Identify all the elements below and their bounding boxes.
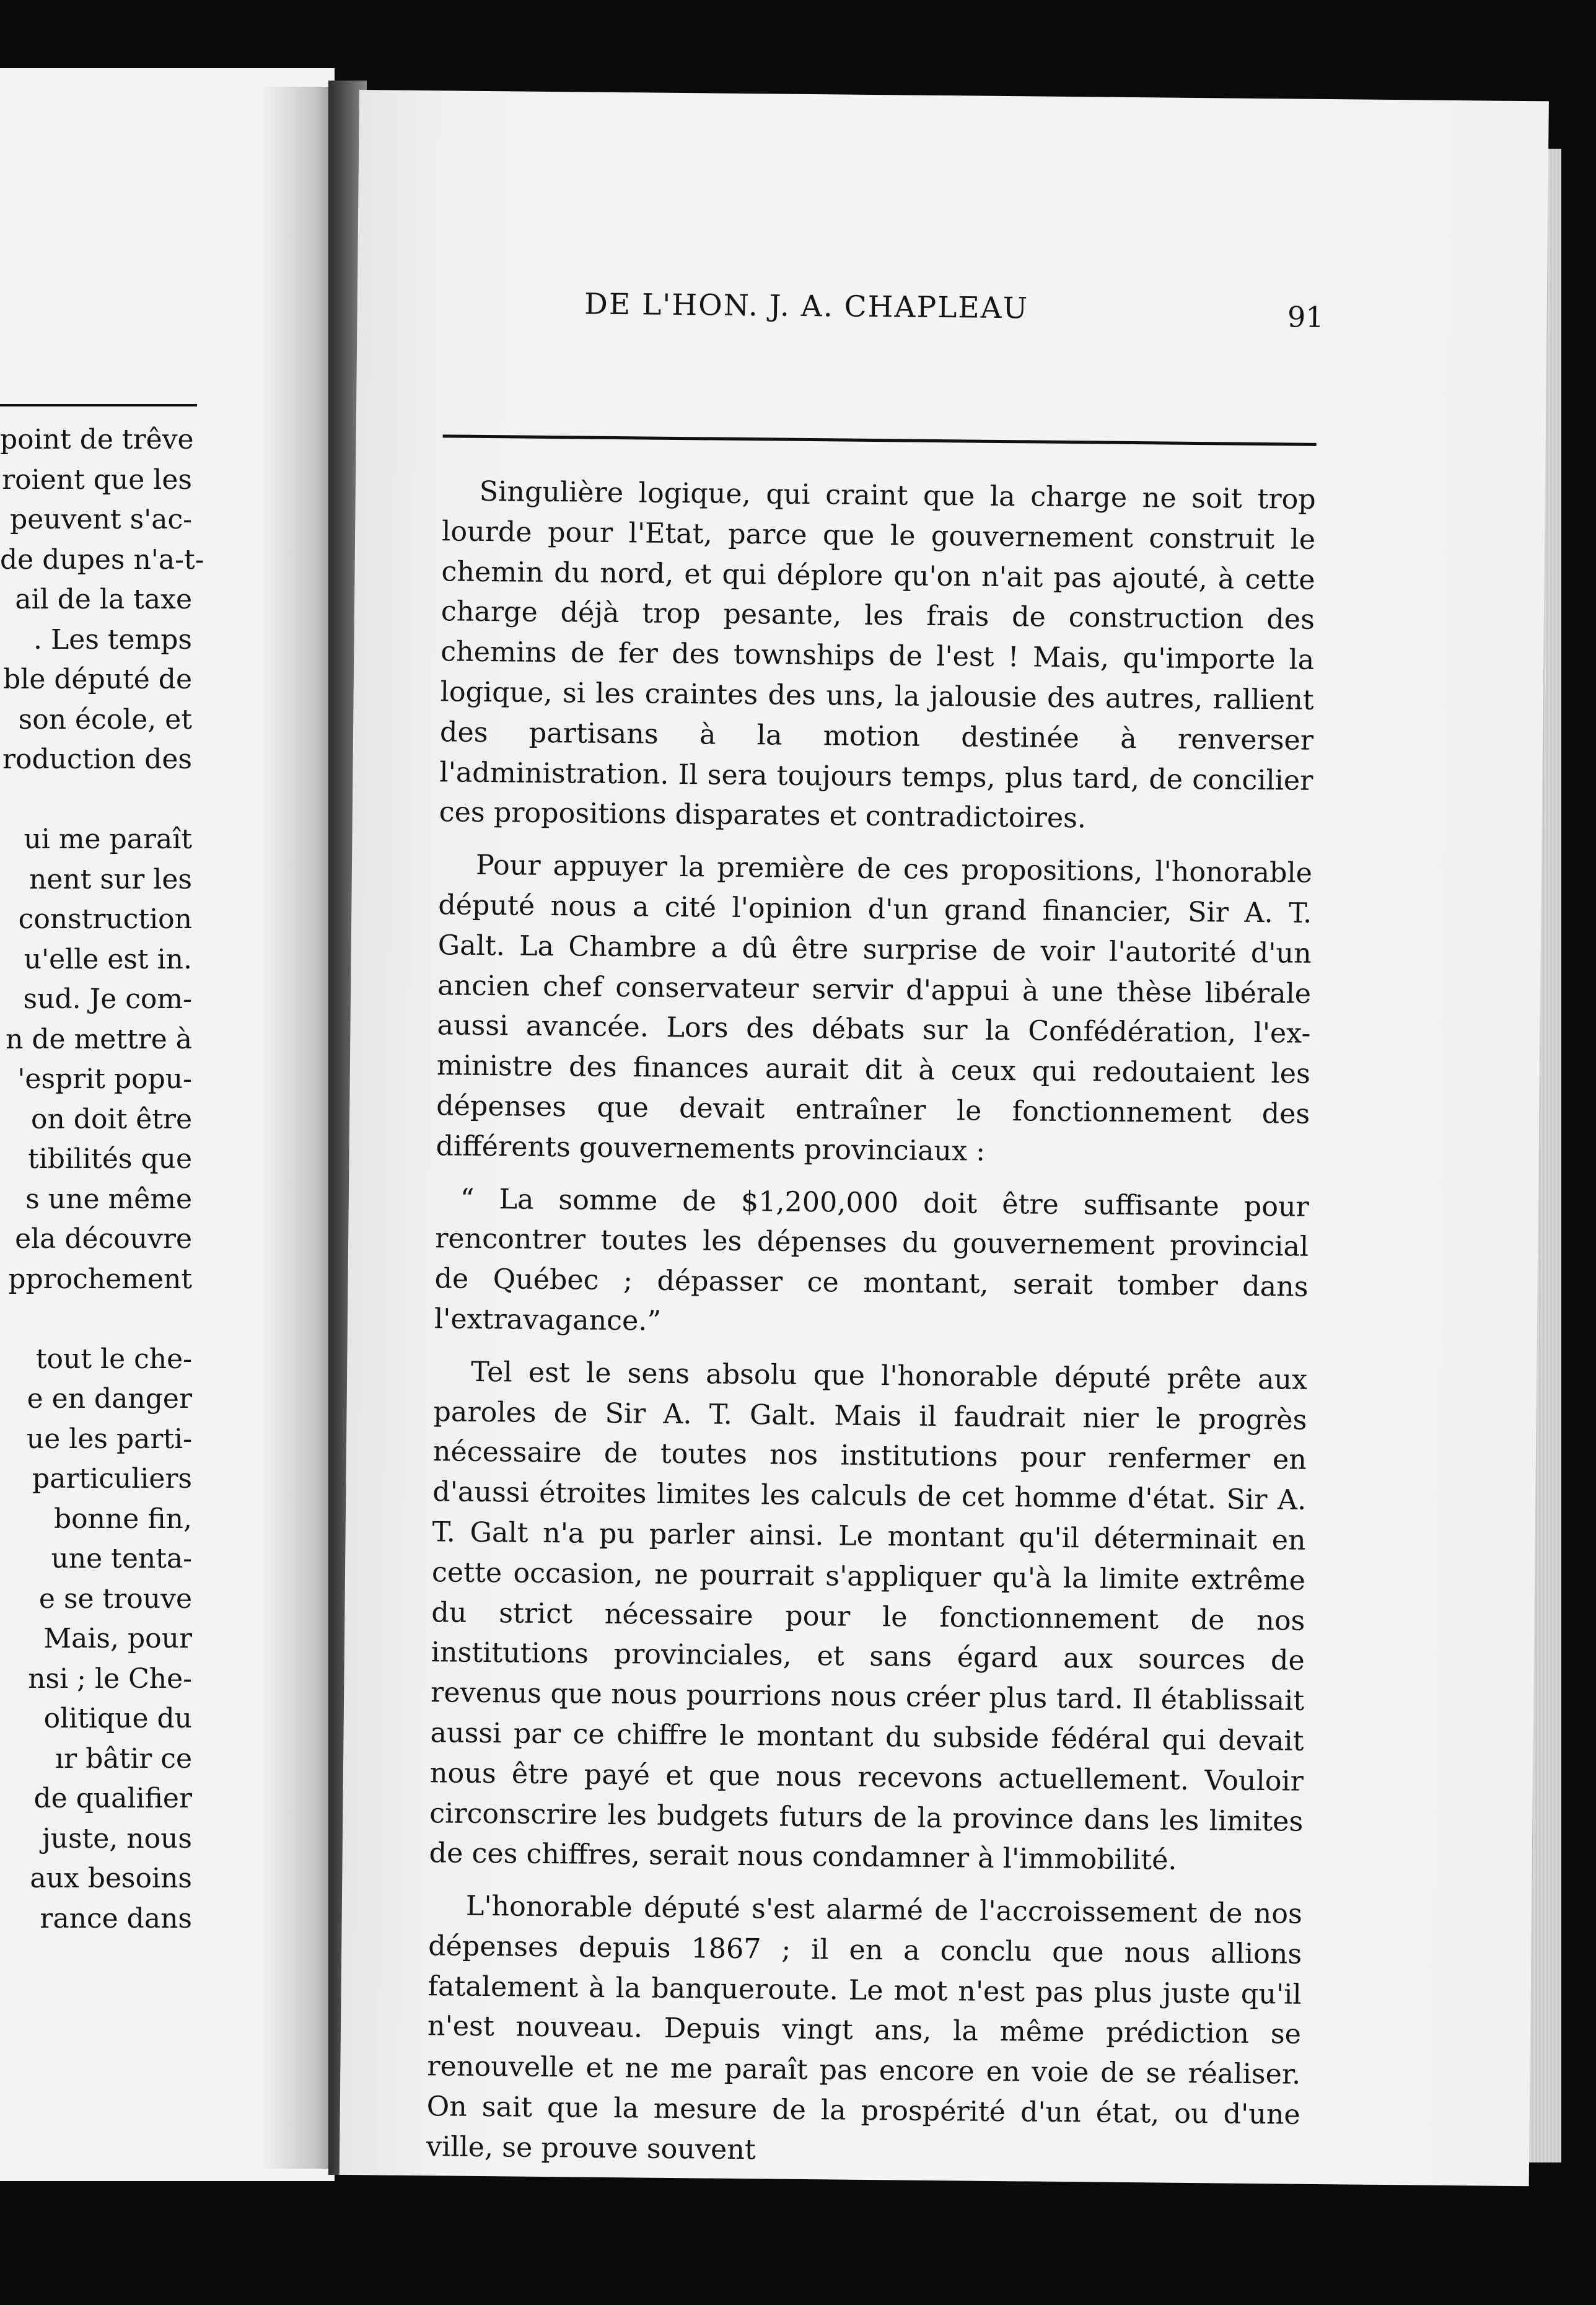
left-line: point de trêve <box>0 424 194 455</box>
left-line: s une même <box>25 1183 192 1215</box>
left-line: on doit être <box>30 1103 192 1135</box>
left-line: ble député de <box>3 664 192 695</box>
left-line: juste, nous <box>42 1822 192 1855</box>
left-page-rule <box>0 404 197 406</box>
left-line: roduction des <box>2 744 192 775</box>
left-line: construction <box>18 903 192 935</box>
left-line: rance dans <box>40 1902 192 1934</box>
paragraph: Tel est le sens absolu que l'honorable député prête aux paroles de Sir A. T. Galt. Mais il faudrait nier le progrès nécessaire de toutes nos institutions pour renfermer en d'aussi étroites limites les calculs de cet homme d'état. Sir A. T. Galt n'a pu parler ainsi. Le montant qu'il déterminait en cette occasion, ne pourrait s'appliquer qu'à la limite extrême du strict nécessaire pour le fonctionnement de nos institutions provinciales, et sans égard aux sources de revenus que nous pourrions nous créer plus tard. Il établissait aussi par ce chiffre le montant du subside fédéral qui devait nous être payé et que nous recevons actuellement. Vouloir circonscrire les budgets futurs de la province dans les limites de ces chiffres, serait nous condamner à l'immobilité. <box>429 1356 1308 1877</box>
left-line: e se trouve <box>38 1583 192 1615</box>
left-line: ela découvre <box>15 1223 192 1255</box>
left-line: sud. Je com- <box>23 983 192 1015</box>
left-line: u'elle est in. <box>24 943 192 975</box>
left-line: n de mettre à <box>6 1023 192 1055</box>
left-line: ail de la taxe <box>15 584 192 615</box>
left-line: . Les temps <box>33 623 192 656</box>
left-line: bonne fin, <box>53 1503 192 1535</box>
left-line: roient que les <box>2 463 192 496</box>
body-text <box>426 472 1316 2175</box>
left-line-blank <box>0 780 192 820</box>
left-line: son école, et <box>18 703 192 735</box>
left-line: peuvent s'ac- <box>10 504 192 535</box>
left-line: tout le che- <box>35 1343 192 1375</box>
left-line: aux besoins <box>30 1863 192 1894</box>
quotation: “ La somme de $1,200,000 doit être suffisante pour rencontrer toutes les dépenses du gouvernement provincial de Québec ; dépasser ce montant, serait tomber dans l'extravagance.” <box>434 1183 1310 1337</box>
left-line: ue les parti- <box>26 1423 192 1455</box>
header-rule <box>443 434 1317 446</box>
left-line: ır bâtir ce <box>55 1742 192 1775</box>
paragraph: Pour appuyer la première de ces propositions, l'honorable député nous a cité l'opinion d'un grand financier, Sir A. T. Galt. La Chambre a dû être surprise de voir l'autorité d'un ancien chef conservateur servir d'appui à une thèse libérale aussi avancée. Lors des débats sur la Confédération, l'ex-ministre des finances aurait dit à ceux qui redoutaient les dépenses que devait entraîner le fonctionnement des différents gouvernements provinciaux : <box>436 850 1313 1167</box>
page-number: 91 <box>1287 300 1324 334</box>
paragraph: L'honorable député s'est alarmé de l'accroissement de nos dépenses depuis 1867 ; il en a conclu que nous allions fatalement à la banqueroute. Le mot n'est pas plus juste qu'il n'est nouveau. Depuis vingt ans, la même prédiction se renouvelle et ne me paraît pas encore en voie de se réaliser. On sait que la mesure de la prospérité d'un état, ou d'une ville, se prouve souvent <box>426 1890 1303 2166</box>
left-line: particuliers <box>32 1463 192 1495</box>
paragraph: Singulière logique, qui craint que la charge ne soit trop lourde pour l'Etat, parce que le gouvernement construit le chemin du nord, et qui déplore qu'on n'ait pas ajouté, à cette charge déjà trop pesante, les frais de construction des chemins de fer des townships de l'est ! Mais, qu'importe la logique, si les craintes des uns, la jalousie des autres, rallient des partisans à la motion destinée à renverser l'administration. Il sera toujours temps, plus tard, de concilier ces propositions disparates et contradictoires. <box>439 475 1316 835</box>
left-line: e en danger <box>27 1383 192 1415</box>
left-line: tibilités que <box>28 1143 192 1175</box>
left-line: pprochement <box>8 1263 192 1295</box>
left-line: de qualifier <box>33 1783 192 1814</box>
left-line: Mais, pour <box>43 1623 192 1654</box>
left-line: de dupes n'a-t- <box>0 543 204 576</box>
page-content <box>426 286 1324 2166</box>
running-head <box>444 286 1324 344</box>
running-head-title: DE L'HON. J. A. CHAPLEAU <box>584 287 1029 326</box>
left-line: nsi ; le Che- <box>28 1662 192 1695</box>
left-page-text <box>0 420 204 1939</box>
left-line: ui me paraît <box>24 823 192 855</box>
right-page <box>340 90 1549 2186</box>
left-line: olitique du <box>43 1703 192 1734</box>
left-line: une tenta- <box>51 1543 192 1574</box>
left-line: nent sur les <box>28 863 192 895</box>
left-line: 'esprit popu- <box>17 1063 192 1095</box>
left-line-blank <box>0 1299 192 1340</box>
